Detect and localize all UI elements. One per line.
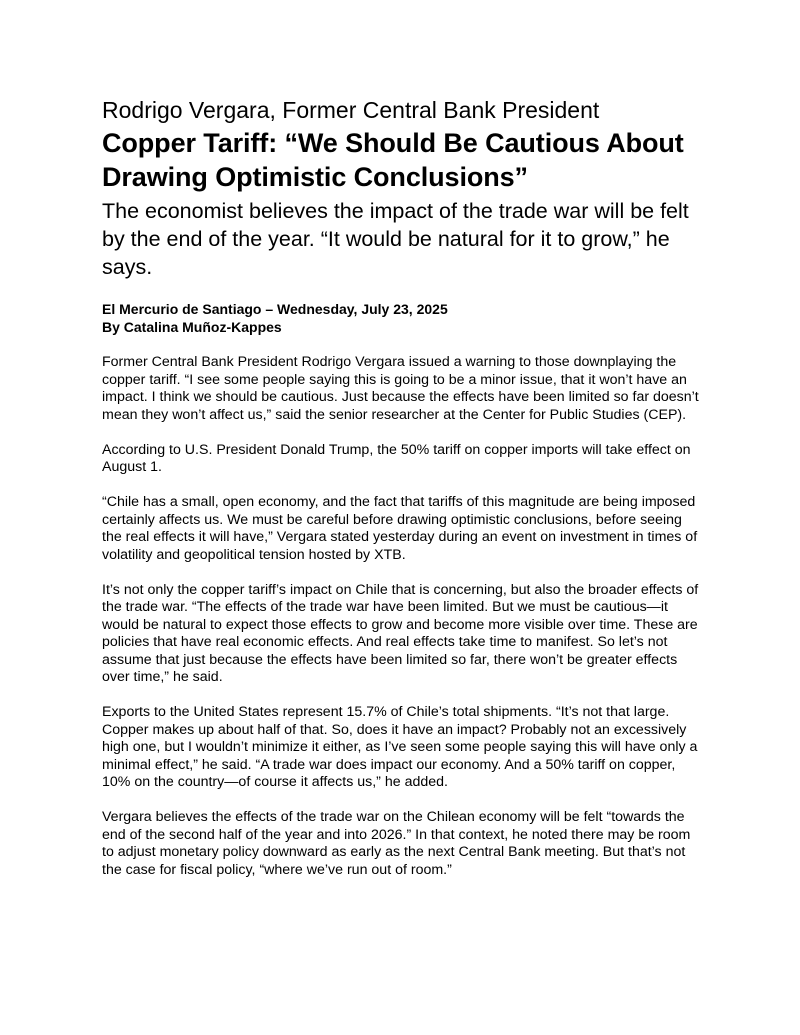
article-deck: The economist believes the impact of the trade war will be felt by the end of the year. “It would be natural for it to grow,” he says. [102,199,689,279]
body-paragraph: It’s not only the copper tariff’s impact on Chile that is concerning, but also the broader effects of the trade war. “The effects of the trade war have been limited. But we must be cautious—it would be natural to expect those effects to grow and become more visible over time. These are policies that have real economic effects. And real effects take time to manifest. So let’s not assume that just because the effects have been limited so far, there won’t be greater effects over time,” he said. [102,581,699,685]
author-byline: By Catalina Muñoz-Kappes [102,319,282,335]
publication-dateline: El Mercurio de Santiago – Wednesday, July 23, 2025 [102,301,448,317]
byline [102,300,702,336]
body-paragraph: Vergara believes the effects of the trade war on the Chilean economy will be felt “towards the end of the second half of the year and into 2026.” In that context, he noted there may be room to adjust monetary policy downward as early as the next Central Bank meeting. But that’s not the case for fiscal policy, “where we’ve run out of room.” [102,809,691,878]
article-body [102,354,702,879]
article [102,96,702,879]
article-headline: Copper Tariff: “We Should Be Cautious About Drawing Optimistic Conclusions” [102,128,684,192]
body-paragraph: According to U.S. President Donald Trump, the 50% tariff on copper imports will take effect on August 1. [102,441,691,475]
article-kicker: Rodrigo Vergara, Former Central Bank President [102,97,600,123]
body-paragraph: Former Central Bank President Rodrigo Vergara issued a warning to those downplaying the copper tariff. “I see some people saying this is going to be a minor issue, that it won’t have an impact. I think we should be cautious. Just because the effects have been limited so far doesn’t mean they won’t affect us,” said the senior researcher at the Center for Public Studies (CEP). [102,354,699,423]
body-paragraph: Exports to the United States represent 15.7% of Chile’s total shipments. “It’s not that large. Copper makes up about half of that. So, does it have an impact? Probably not an excessively high one, but I wouldn’t minimize it either, as I’ve seen some people saying this will have only a minimal effect,” he said. “A trade war does impact our economy. And a 50% tariff on copper, 10% on the country—of course it affects us,” he added. [102,704,698,790]
body-paragraph: “Chile has a small, open economy, and the fact that tariffs of this magnitude are being imposed certainly affects us. We must be careful before drawing optimistic conclusions, before seeing the real effects it will have,” Vergara stated yesterday during an event on investment in times of volatility and geopolitical tension hosted by XTB. [102,494,698,563]
